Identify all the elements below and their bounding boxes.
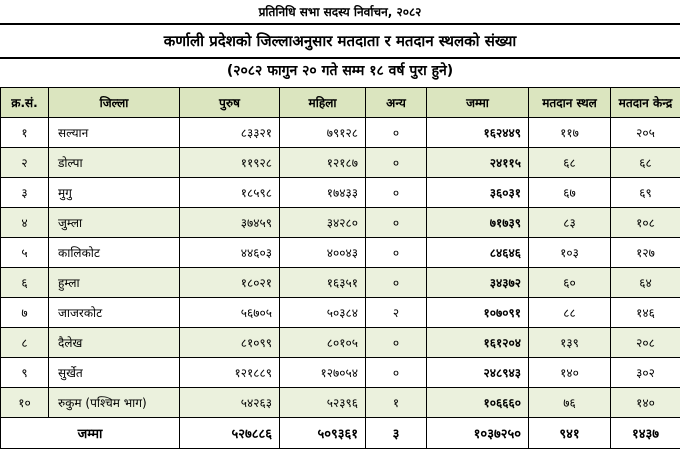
- table-header-row: [1, 88, 680, 118]
- row-polling-places: ७६: [529, 388, 611, 418]
- row-female: ४००४३: [280, 238, 366, 268]
- row-other: ०: [366, 148, 427, 178]
- row-other: ०: [366, 238, 427, 268]
- col-header-male: पुरुष: [180, 88, 280, 118]
- totals-polling-places: ९४१: [529, 418, 611, 449]
- row-female: १२१८७: [280, 148, 366, 178]
- row-sn: १: [1, 118, 49, 148]
- row-other: ०: [366, 268, 427, 298]
- row-male: ४४६०३: [180, 238, 280, 268]
- table-row: [1, 328, 680, 358]
- row-polling-places: ८८: [529, 298, 611, 328]
- row-total: २४८९४३: [427, 358, 529, 388]
- row-total: २४११५: [427, 148, 529, 178]
- col-header-female: महिला: [280, 88, 366, 118]
- row-polling-places: ६८: [529, 148, 611, 178]
- table-row: [1, 238, 680, 268]
- row-female: १६३५१: [280, 268, 366, 298]
- voter-table: [0, 87, 680, 449]
- row-total: १६२४४९: [427, 118, 529, 148]
- row-polling-centers: १०८: [611, 208, 680, 238]
- row-polling-centers: १४०: [611, 388, 680, 418]
- row-polling-centers: २०५: [611, 118, 680, 148]
- row-female: ३४२८०: [280, 208, 366, 238]
- row-male: १२१८८९: [180, 358, 280, 388]
- row-polling-centers: ६८: [611, 148, 680, 178]
- row-total: ८४६४६: [427, 238, 529, 268]
- col-header-total: जम्मा: [427, 88, 529, 118]
- row-sn: ७: [1, 298, 49, 328]
- col-header-district: जिल्ला: [49, 88, 180, 118]
- row-district: जाजरकोट: [49, 298, 180, 328]
- row-female: ७९१२८: [280, 118, 366, 148]
- row-polling-centers: १४६: [611, 298, 680, 328]
- table-subtitle: (२०८२ फागुन २० गते सम्म १८ वर्ष पुरा हुने): [0, 58, 680, 84]
- row-polling-places: ६०: [529, 268, 611, 298]
- row-polling-centers: १२७: [611, 238, 680, 268]
- row-polling-centers: ३०२: [611, 358, 680, 388]
- row-male: ५६७०५: [180, 298, 280, 328]
- row-polling-centers: २०८: [611, 328, 680, 358]
- row-total: १०६६६०: [427, 388, 529, 418]
- row-total: १६१२०४: [427, 328, 529, 358]
- row-district: डोल्पा: [49, 148, 180, 178]
- row-polling-places: १४०: [529, 358, 611, 388]
- row-other: ०: [366, 328, 427, 358]
- row-sn: ६: [1, 268, 49, 298]
- row-female: १२७०५४: [280, 358, 366, 388]
- row-polling-places: ११७: [529, 118, 611, 148]
- row-sn: ८: [1, 328, 49, 358]
- row-district: कालिकोट: [49, 238, 180, 268]
- row-district: हुम्ला: [49, 268, 180, 298]
- row-sn: ३: [1, 178, 49, 208]
- col-header-polling-places: मतदान स्थल: [529, 88, 611, 118]
- row-sn: ९: [1, 358, 49, 388]
- row-total: १०७०९१: [427, 298, 529, 328]
- row-district: सुर्खेत: [49, 358, 180, 388]
- row-other: ०: [366, 358, 427, 388]
- row-district: दैलेख: [49, 328, 180, 358]
- totals-polling-centers: १४३७: [611, 418, 680, 449]
- row-district: रुकुम (पश्चिम भाग): [49, 388, 180, 418]
- row-male: १८५९८: [180, 178, 280, 208]
- row-male: ८३३२१: [180, 118, 280, 148]
- row-sn: ५: [1, 238, 49, 268]
- title-divider: [0, 23, 680, 25]
- col-header-polling-centers: मतदान केन्द्र: [611, 88, 680, 118]
- table-row: [1, 208, 680, 238]
- col-header-other: अन्य: [366, 88, 427, 118]
- table-row: [1, 358, 680, 388]
- row-district: सल्यान: [49, 118, 180, 148]
- row-other: २: [366, 298, 427, 328]
- row-polling-places: १३९: [529, 328, 611, 358]
- row-other: १: [366, 388, 427, 418]
- row-polling-centers: ६९: [611, 178, 680, 208]
- row-polling-places: १०३: [529, 238, 611, 268]
- table-body: [1, 118, 680, 418]
- table-row: [1, 118, 680, 148]
- table-row: [1, 178, 680, 208]
- totals-female: ५०९३६१: [280, 418, 366, 449]
- row-sn: २: [1, 148, 49, 178]
- row-male: ८१०९९: [180, 328, 280, 358]
- row-female: ५०३८४: [280, 298, 366, 328]
- row-total: ३४३७२: [427, 268, 529, 298]
- row-female: ५२३९६: [280, 388, 366, 418]
- row-other: ०: [366, 208, 427, 238]
- row-polling-places: ८३: [529, 208, 611, 238]
- row-male: १८०२१: [180, 268, 280, 298]
- totals-total: १०३७२५०: [427, 418, 529, 449]
- row-sn: १०: [1, 388, 49, 418]
- row-other: ०: [366, 118, 427, 148]
- totals-other: ३: [366, 418, 427, 449]
- row-female: १७४३३: [280, 178, 366, 208]
- table-row: [1, 148, 680, 178]
- election-title: प्रतिनिधि सभा सदस्य निर्वाचन, २०८२: [0, 2, 680, 23]
- row-total: ७१७३९: [427, 208, 529, 238]
- row-total: ३६०३१: [427, 178, 529, 208]
- row-sn: ४: [1, 208, 49, 238]
- row-polling-centers: ६४: [611, 268, 680, 298]
- row-district: जुम्ला: [49, 208, 180, 238]
- table-title: कर्णाली प्रदेशको जिल्लाअनुसार मतदाता र मतदान स्थलको संख्या: [0, 26, 680, 56]
- row-polling-places: ६७: [529, 178, 611, 208]
- totals-label: जम्मा: [1, 418, 180, 449]
- totals-male: ५२७८८६: [180, 418, 280, 449]
- table-row: [1, 388, 680, 418]
- col-header-sn: क्र.सं.: [1, 88, 49, 118]
- totals-row: [1, 418, 680, 449]
- row-district: मुगु: [49, 178, 180, 208]
- row-other: ०: [366, 178, 427, 208]
- row-male: ११९२८: [180, 148, 280, 178]
- row-male: ५४२६३: [180, 388, 280, 418]
- row-male: ३७४५९: [180, 208, 280, 238]
- row-female: ८०१०५: [280, 328, 366, 358]
- table-row: [1, 298, 680, 328]
- table-row: [1, 268, 680, 298]
